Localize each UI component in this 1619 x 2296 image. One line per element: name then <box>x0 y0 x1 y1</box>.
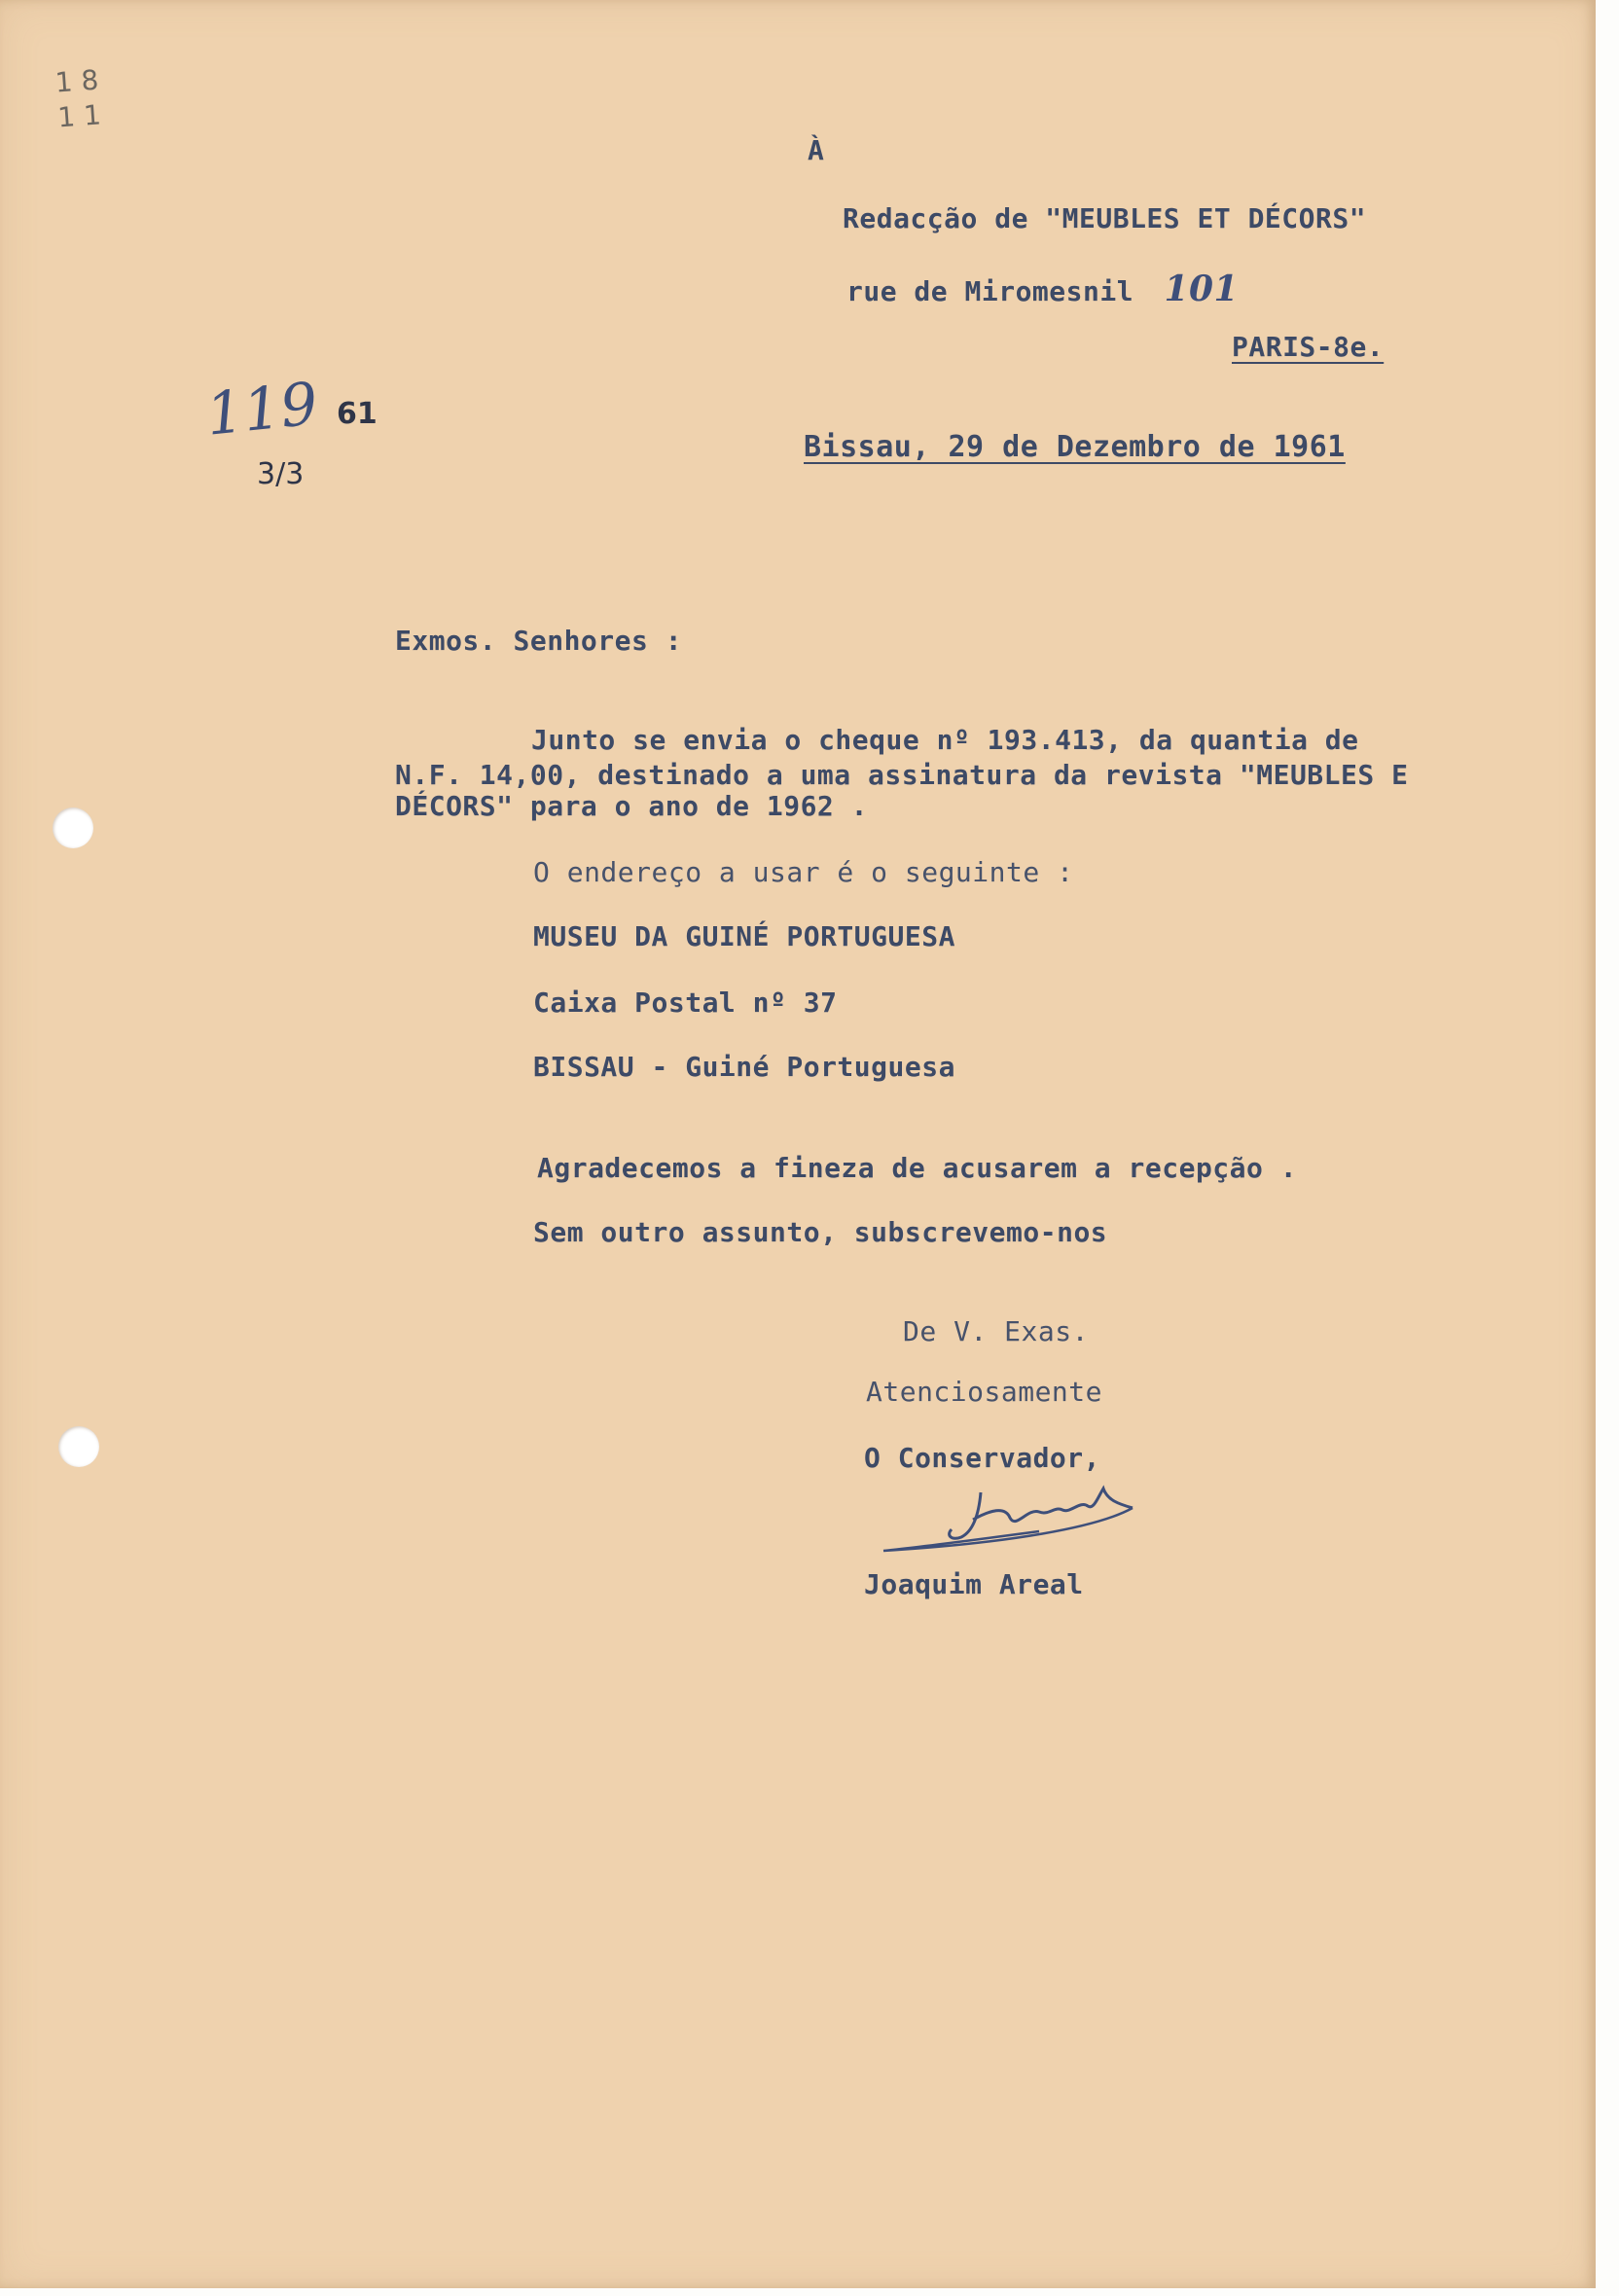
signoff-line-1: De V. Exas. <box>903 1315 1089 1347</box>
recipient-street-number: 101 <box>1164 269 1240 309</box>
signature <box>864 1471 1156 1578</box>
body-line-3: DÉCORS" para o ano de 1962 . <box>395 790 869 822</box>
recipient-line1: Redacção de "MEUBLES ET DÉCORS" <box>843 202 1367 234</box>
place-date: Bissau, 29 de Dezembro de 1961 <box>804 430 1346 464</box>
file-reference-number: 119 <box>202 370 321 449</box>
file-reference-page: 3/3 <box>257 457 305 491</box>
signatory-name: Joaquim Areal <box>864 1568 1084 1600</box>
closing-line: Sem outro assunto, subscrevemo-nos <box>533 1216 1108 1248</box>
address-line-2: Caixa Postal nº 37 <box>533 987 838 1019</box>
address-line-1: MUSEU DA GUINÉ PORTUGUESA <box>533 920 955 952</box>
signoff-line-2: Atenciosamente <box>866 1376 1103 1408</box>
file-reference-year: 61 <box>337 397 378 431</box>
pencil-margin-note: 1 8 1 1 <box>54 63 102 134</box>
binder-hole-top <box>53 807 93 848</box>
body-line-1: Junto se envia o cheque nº 193.413, da quantia de <box>531 724 1359 756</box>
salutation: Exmos. Senhores : <box>395 625 683 657</box>
address-intro: O endereço a usar é o seguinte : <box>533 856 1074 888</box>
recipient-street: rue de Miromesnil 101 <box>846 269 1240 309</box>
signoff-title: O Conservador, <box>864 1442 1101 1474</box>
thanks-line: Agradecemos a fineza de acusarem a recepção . <box>537 1152 1298 1184</box>
body-line-2: N.F. 14,00, destinado a uma assinatura da revista "MEUBLES E <box>395 759 1409 791</box>
address-line-3: BISSAU - Guiné Portuguesa <box>533 1051 955 1083</box>
recipient-city: PARIS-8e. <box>1232 331 1385 363</box>
recipient-to: À <box>808 134 825 166</box>
binder-hole-bottom <box>58 1426 99 1467</box>
